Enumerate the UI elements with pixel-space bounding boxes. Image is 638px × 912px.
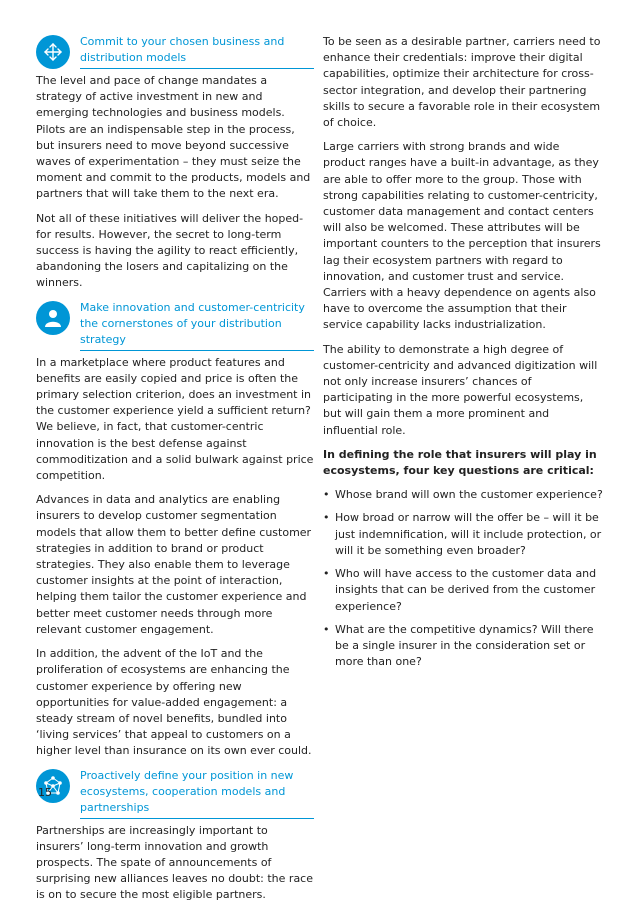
section-heading-ecosystems — [36, 768, 314, 819]
list-item — [323, 510, 603, 559]
section-heading-text: Proactively define your position in new ecosystems, cooperation models and partnerships — [80, 768, 314, 819]
list-item — [323, 622, 603, 671]
paragraph: In addition, the advent of the IoT and the proliferation of ecosystems are enhancing the customer experience by offering new opportunities for value-added engagement: a steady stream of novel benefits, bundled into ‘living services’ that appeal to customers on a higher level than insurance on its own ever could. — [36, 647, 312, 758]
section-heading-text: Commit to your chosen business and distribution models — [80, 34, 314, 69]
right-column — [323, 34, 603, 677]
compass-arrows-icon — [36, 35, 70, 69]
list-item-text: What are the competitive dynamics? Will there be a single insurer in the consideration set or more than one? — [335, 622, 594, 669]
list-item — [323, 487, 603, 503]
paragraph: Large carriers with strong brands and wide product ranges have a built-in advantage, as they are able to offer more to the group. Those with strong capabilities relating to customer-centricity, customer data management and contact centers will also be welcomed. These attributes will be important counters to the perception that insurers lag their ecosystem partners with regard to innovation, and customer trust and service. Carriers with a heavy dependence on agents also have to overcome the assumption that their service capability lacks industrialization. — [323, 140, 601, 332]
paragraph: Not all of these initiatives will deliver the hoped-for results. However, the secret to long-term success is having the agility to react efficiently, abandoning the losers and capitalizing on the winners. — [36, 211, 304, 290]
bullet: • — [323, 488, 330, 502]
section-heading-innovation — [36, 300, 314, 351]
list-item-text: Who will have access to the customer data and insights that can be derived from the customer experience? — [335, 567, 597, 613]
paragraph: Advances in data and analytics are enabling insurers to develop customer segmentation models that allow them to better define customer strategies in addition to brand or product strategies. They also enable them to leverage customer insights at the point of interaction, helping them tailor the customer experience and better meet customer needs through more relevant customer engagement. — [36, 493, 312, 636]
left-column — [36, 34, 314, 912]
paragraph: The ability to demonstrate a high degree of customer-centricity and advanced digitization will not only increase insurers’ chances of participating in the more powerful ecosystems, but will gain them a more prominent and influential role. — [323, 342, 598, 437]
bullet: • — [323, 567, 330, 581]
paragraph: Partnerships are increasingly important to insurers’ long-term innovation and growth prospects. The spate of announcements of surprising new alliances leaves no doubt: the race is on to secure the most eligible partners. — [36, 823, 313, 902]
list-item-text: Whose brand will own the customer experience? — [335, 488, 603, 502]
paragraph: To be seen as a desirable partner, carriers need to enhance their credentials: improve their digital capabilities, optimize their architecture for cross-sector integration, and develop their partnering skills to secure a favorable role in their ecosystem of choice. — [323, 35, 601, 130]
section-heading-text: Make innovation and customer-centricity the cornerstones of your distribution strategy — [80, 300, 314, 351]
bullet: • — [323, 622, 330, 636]
paragraph: In a marketplace where product features and benefits are easily copied and price is often the primary selection criterion, does an investment in the customer experience yield a sufficient return? We believe, in fact, that customer-centric innovation is the best defense against commoditization and a solid bulwark against price competition. — [36, 355, 314, 483]
questions-intro: In defining the role that insurers will play in ecosystems, four key questions are critical: — [323, 447, 597, 478]
list-item-text: How broad or narrow will the offer be – will it be just indemnification, will it include protection, or will it be something even broader? — [335, 511, 602, 557]
bullet: • — [323, 511, 330, 525]
questions-list — [323, 487, 603, 670]
person-icon — [36, 301, 70, 335]
list-item — [323, 566, 603, 615]
paragraph: The level and pace of change mandates a strategy of active investment in new and emerging technologies and business models. Pilots are an indispensable step in the process, but insurers need to move beyond successive waves of experimentation – they must seize the moment and commit to the products, models and partners that will take them to the next era. — [36, 74, 311, 201]
page-number: 15 — [38, 786, 52, 799]
section-heading-commit — [36, 34, 314, 69]
